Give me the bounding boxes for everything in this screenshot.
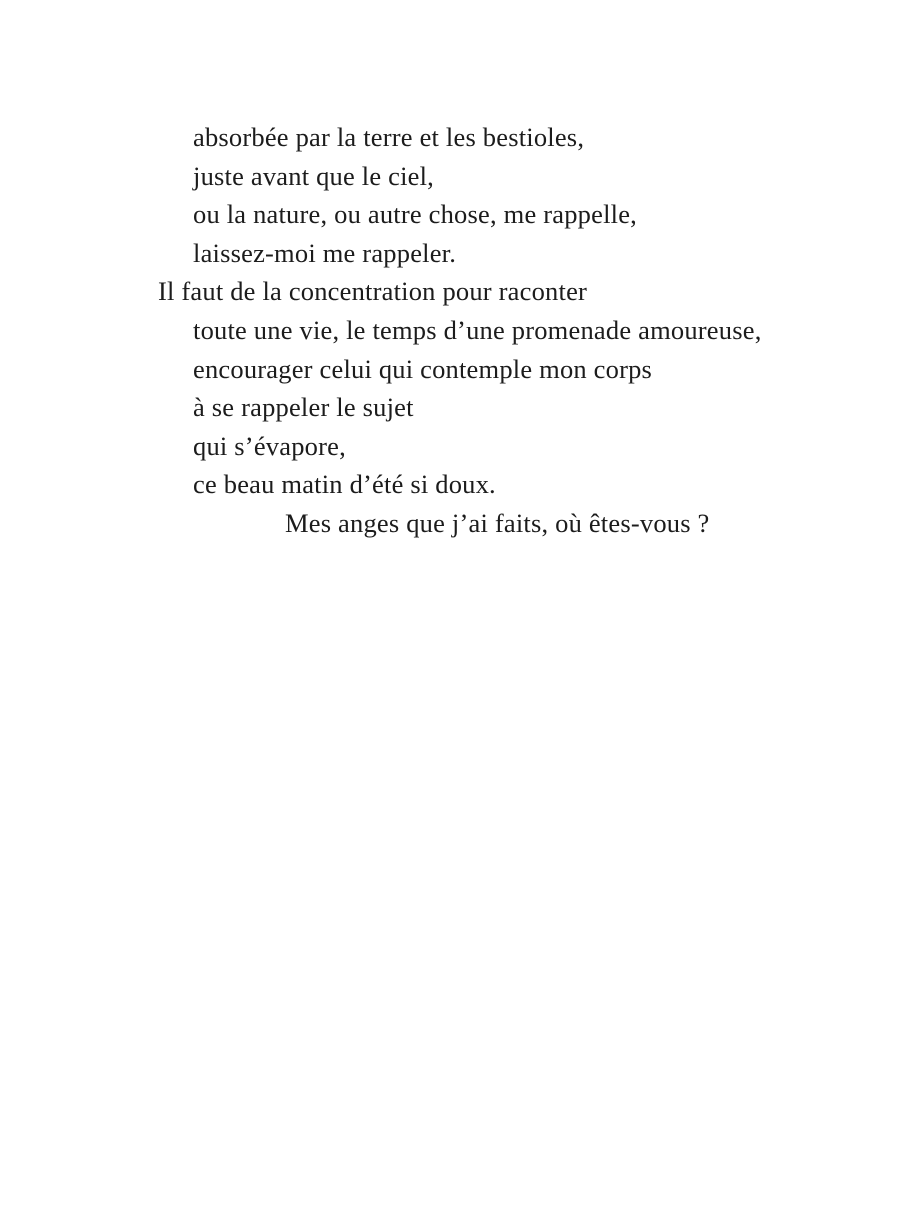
poem-line: encourager celui qui contemple mon corps: [193, 353, 653, 384]
poem-line: Il faut de la concentration pour raconter: [158, 276, 588, 307]
poem-line: Mes anges que j’ai faits, où êtes-vous ?: [285, 507, 710, 538]
poem-line: laissez-moi me rappeler.: [193, 237, 457, 268]
poem-line: à se rappeler le sujet: [193, 392, 414, 423]
poem-line: ce beau matin d’été si doux.: [193, 469, 496, 500]
poem-line: qui s’évapore,: [193, 430, 346, 461]
poem-line: absorbée par la terre et les bestioles,: [193, 122, 585, 152]
poem-line: ou la nature, ou autre chose, me rappelle,: [193, 199, 637, 230]
poem-line: juste avant que le ciel,: [193, 160, 434, 191]
poem-text-block: [158, 118, 860, 543]
poem-line: toute une vie, le temps d’une promenade amoureuse,: [193, 314, 762, 345]
